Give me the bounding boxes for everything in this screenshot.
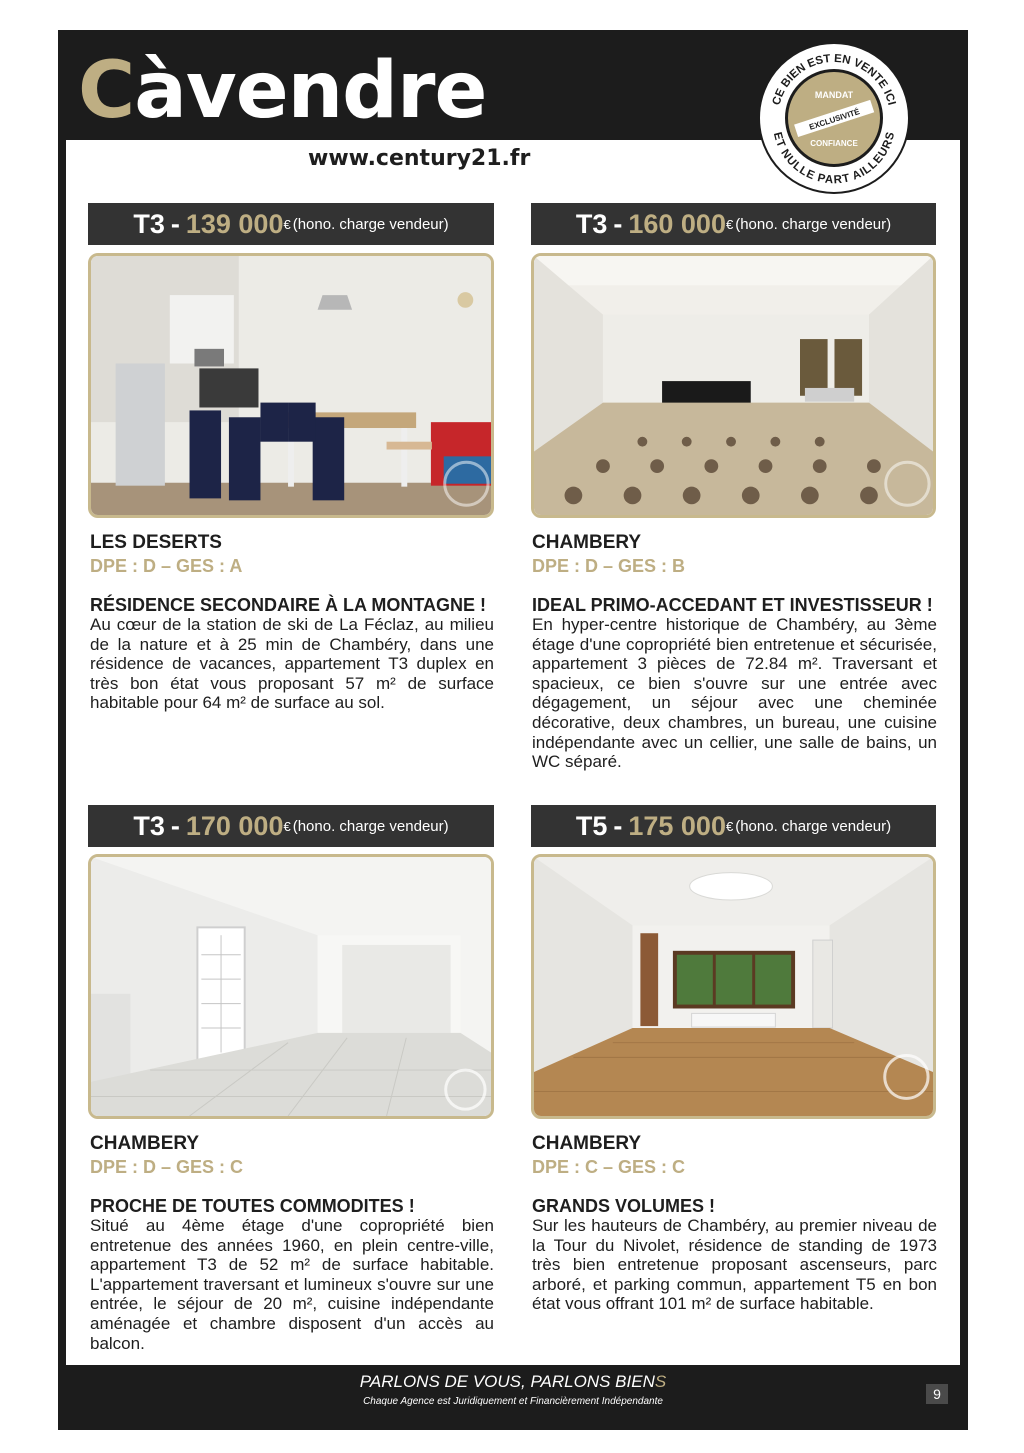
listing-4-type: T5: [575, 810, 608, 841]
brand-logo: [78, 46, 487, 136]
listing-2-price: 160 000: [628, 208, 726, 239]
footer-tagline-accent: S: [654, 1372, 667, 1391]
listing-4-photo[interactable]: [531, 854, 936, 1119]
listing-1-headline: RÉSIDENCE SECONDAIRE À LA MONTAGNE !: [90, 595, 487, 615]
listing-2-fees: (hono. charge vendeur): [735, 215, 892, 233]
listing-3-dpe: DPE : D – GES : C: [90, 1157, 244, 1177]
listing-3-type: T3: [133, 810, 165, 841]
footer-tagline-main: PARLONS DE VOUS, PARLONS BIEN: [359, 1372, 655, 1391]
listing-4-price-bar: T5 - 175 000 € (hono. charge vendeur): [531, 805, 936, 847]
listing-1-dpe: DPE : D – GES : A: [90, 556, 243, 576]
listing-1-price: 139 000: [185, 208, 284, 239]
listing-1-type: T3: [133, 208, 165, 239]
footer-disclaimer: Chaque Agence est Juridiquement et Financièrement Indépendante: [363, 1396, 663, 1407]
listing-2-description: En hyper-centre historique de Chambéry, au 3ème étage d'une copropriété bien entretenue et sécurisée, appartement 3 pièces de 72.84 m². Traversant et spacieux, ce bien s'ouvre sur une entrée avec dégagement, un séjour avec une cheminée décorative, deux chambres, un bureau, une cuisine indépendante avec un cellier, une salle de bains, un WC séparé.: [532, 615, 937, 772]
listing-3-city: CHAMBERY: [90, 1133, 200, 1154]
listing-4-dpe: DPE : C – GES : C: [532, 1157, 686, 1177]
listing-2-dpe: DPE : D – GES : B: [532, 556, 686, 576]
listing-1-photo[interactable]: [88, 253, 494, 518]
listing-1-fees: (hono. charge vendeur): [292, 215, 449, 233]
listing-4-fees: (hono. charge vendeur): [735, 817, 892, 835]
listing-4-headline: GRANDS VOLUMES !: [532, 1196, 716, 1216]
listing-4-city: CHAMBERY: [532, 1133, 642, 1154]
listing-3-photo[interactable]: [88, 854, 494, 1119]
listing-1-city: LES DESERTS: [90, 532, 222, 553]
listing-2-headline: IDEAL PRIMO-ACCEDANT ET INVESTISSEUR !: [532, 595, 933, 615]
seal-center: [785, 69, 883, 167]
listing-3-description: Situé au 4ème étage d'une copropriété bien entretenue des années 1960, en plein centre-ville, appartement T3 de 52 m² de surface habitable. L'appartement traversant et lumineux s'ouvre sur une entrée, le séjour de 20 m², cuisine indépendante aménagée et chambre disposent d'un accès au balcon.: [90, 1216, 494, 1353]
listing-1-description: Au cœur de la station de ski de La Féclaz, au milieu de la nature et à 25 min de Chambéry, dans une résidence de vacances, appartement T3 duplex en très bon état vous proposant 57 m² de surface habitable pour 64 m² de surface au sol.: [90, 615, 494, 713]
seal-outer-bottom: ET NULLE PART AILLEURS: [770, 131, 898, 187]
listing-3-fees: (hono. charge vendeur): [292, 817, 449, 835]
listing-2-type: T3: [575, 208, 608, 239]
page-number: 9: [926, 1384, 948, 1404]
exclusive-mandate-seal: [758, 42, 910, 194]
listing-4-description: Sur les hauteurs de Chambéry, au premier niveau de la Tour du Nivolet, résidence de standing de 1973 très bien entretenue proposant ascenseurs, parc arboré, et parking commun, appartement T5 en bon état vous offrant 101 m² de surface habitable.: [532, 1216, 937, 1314]
listing-2-price-bar: T3 - 160 000 € (hono. charge vendeur): [531, 203, 936, 245]
listing-4-price: 175 000: [628, 810, 726, 841]
seal-inner-middle: EXCLUSIVITÉ: [808, 107, 861, 132]
listing-1-price-bar: T3 - 139 000 € (hono. charge vendeur): [88, 203, 494, 245]
brand-logo-initial: C: [78, 46, 135, 136]
seal-inner-top: MANDAT: [814, 90, 854, 100]
listing-2-city: CHAMBERY: [532, 532, 642, 553]
listing-3-headline: PROCHE DE TOUTES COMMODITES !: [90, 1196, 415, 1216]
brand-logo-rest: àvendre: [134, 46, 487, 136]
footer-tagline: [58, 1372, 968, 1392]
seal-outer-top: CE BIEN EST EN VENTE ICI: [770, 52, 898, 107]
listing-2-photo[interactable]: [531, 253, 936, 518]
website-link[interactable]: www.century21.fr: [308, 146, 531, 171]
seal-inner-bottom: CONFIANCE: [810, 139, 858, 148]
listing-3-price: 170 000: [185, 810, 284, 841]
listing-3-price-bar: T3 - 170 000 € (hono. charge vendeur): [88, 805, 494, 847]
